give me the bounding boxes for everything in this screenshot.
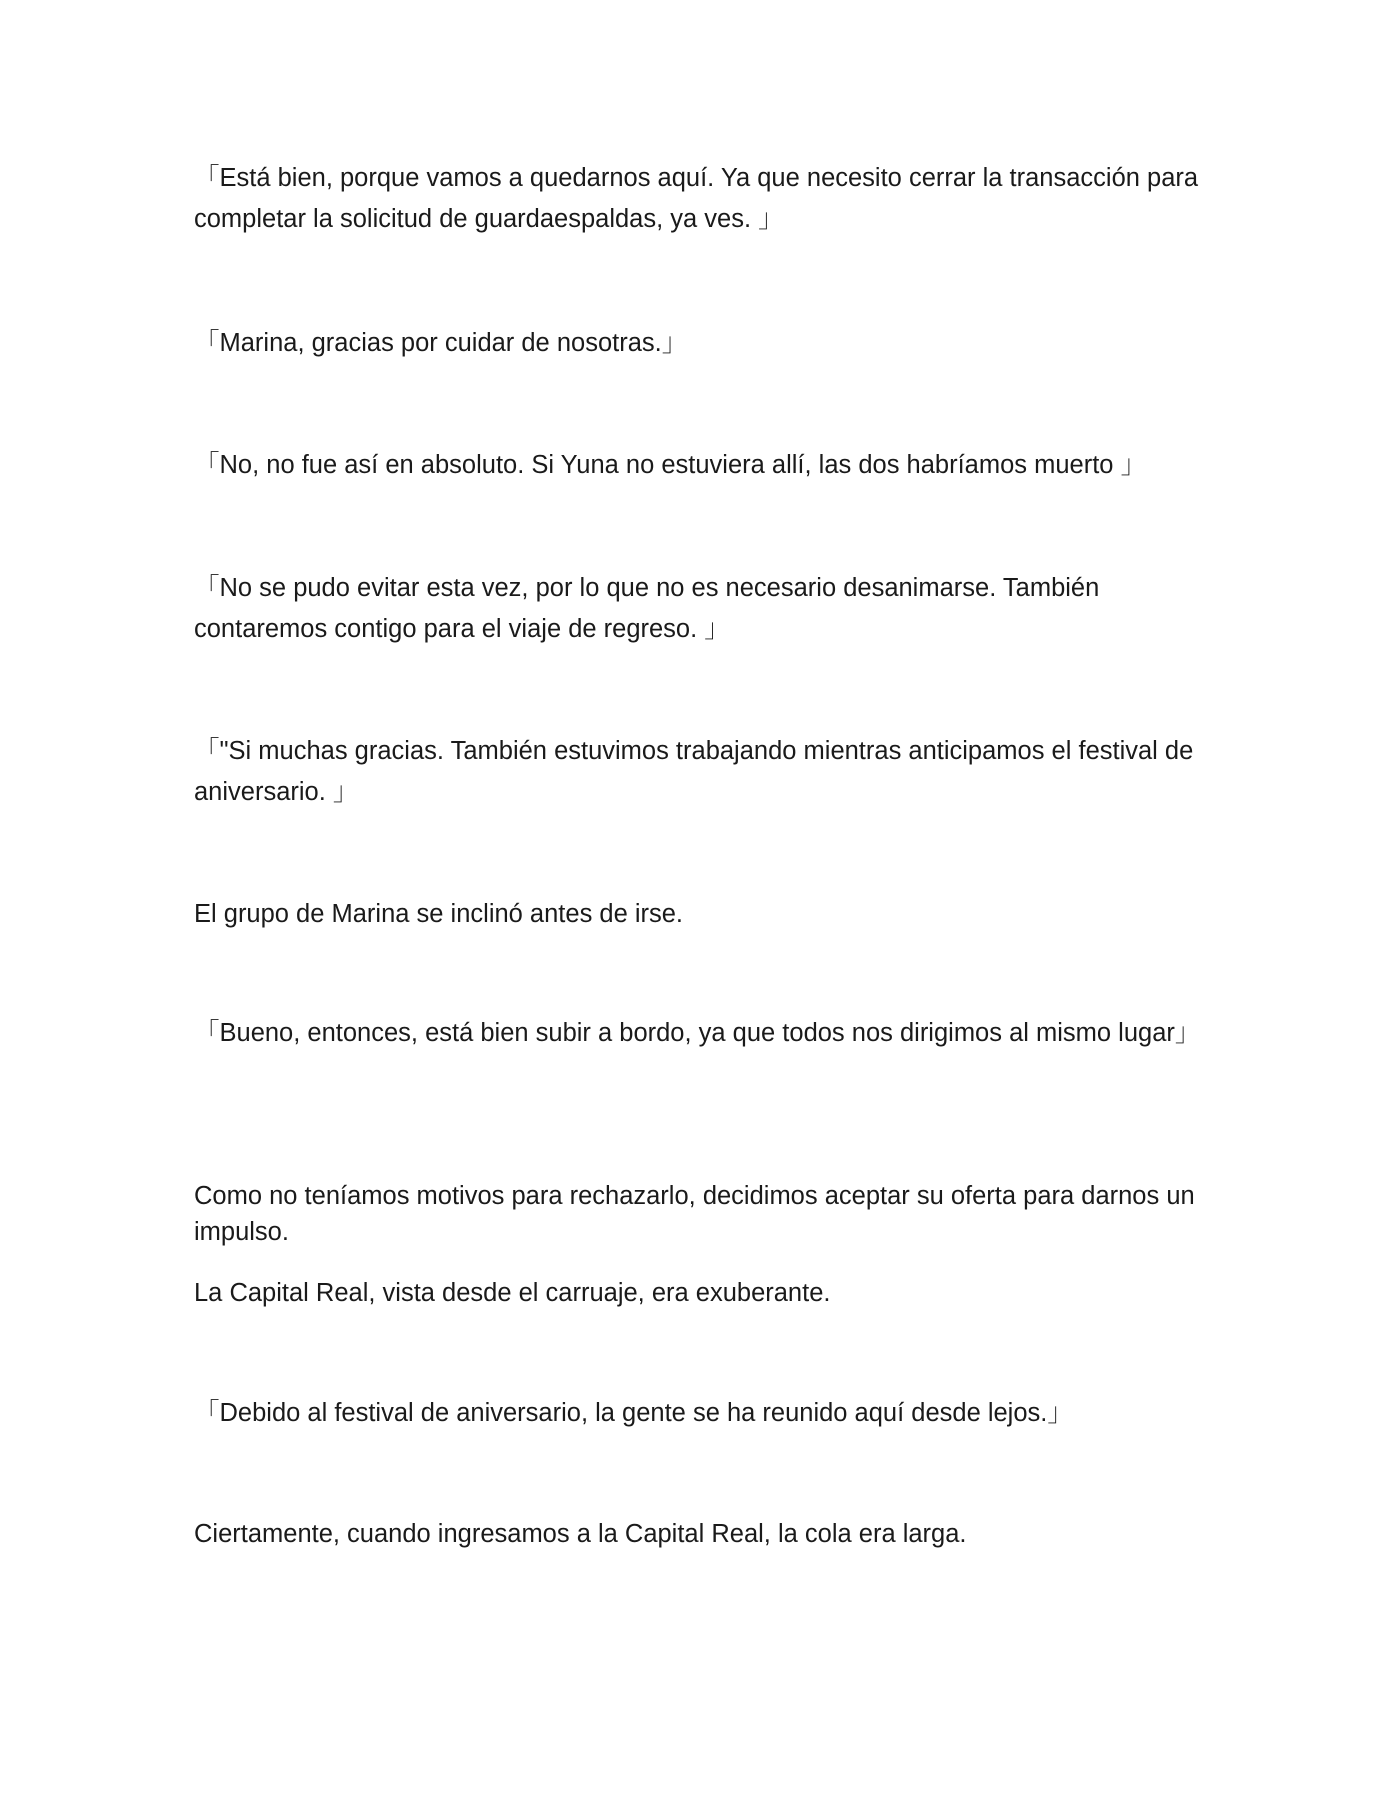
paragraph-3: 「No, no fue así en absoluto. Si Yuna no estuviera allí, las dos habríamos muerto 」	[194, 451, 1147, 479]
paragraph-5: 「"Si muchas gracias. También estuvimos trabajando mientras anticipamos el festival de aniversario. 」	[194, 737, 1194, 806]
paragraph-10: 「Debido al festival de aniversario, la gente se ha reunido aquí desde lejos.」	[194, 1399, 1073, 1427]
paragraph-7: 「Bueno, entonces, está bien subir a bordo, ya que todos nos dirigimos al mismo lugar」	[194, 1019, 1201, 1047]
paragraph-9: La Capital Real, vista desde el carruaje, era exuberante.	[194, 1279, 831, 1307]
paragraph-6: El grupo de Marina se inclinó antes de irse.	[194, 900, 684, 928]
paragraph-11: Ciertamente, cuando ingresamos a la Capital Real, la cola era larga.	[194, 1520, 967, 1548]
paragraph-8: Como no teníamos motivos para rechazarlo, decidimos aceptar su oferta para darnos un impulso.	[194, 1182, 1195, 1246]
paragraph-2: 「Marina, gracias por cuidar de nosotras.」	[194, 329, 688, 357]
paragraph-1: 「Está bien, porque vamos a quedarnos aquí. Ya que necesito cerrar la transacción para completar la solicitud de guardaespaldas, ya ves. 」	[194, 164, 1199, 233]
paragraph-4: 「No se pudo evitar esta vez, por lo que no es necesario desanimarse. También contaremos contigo para el viaje de regreso. 」	[194, 574, 1100, 643]
